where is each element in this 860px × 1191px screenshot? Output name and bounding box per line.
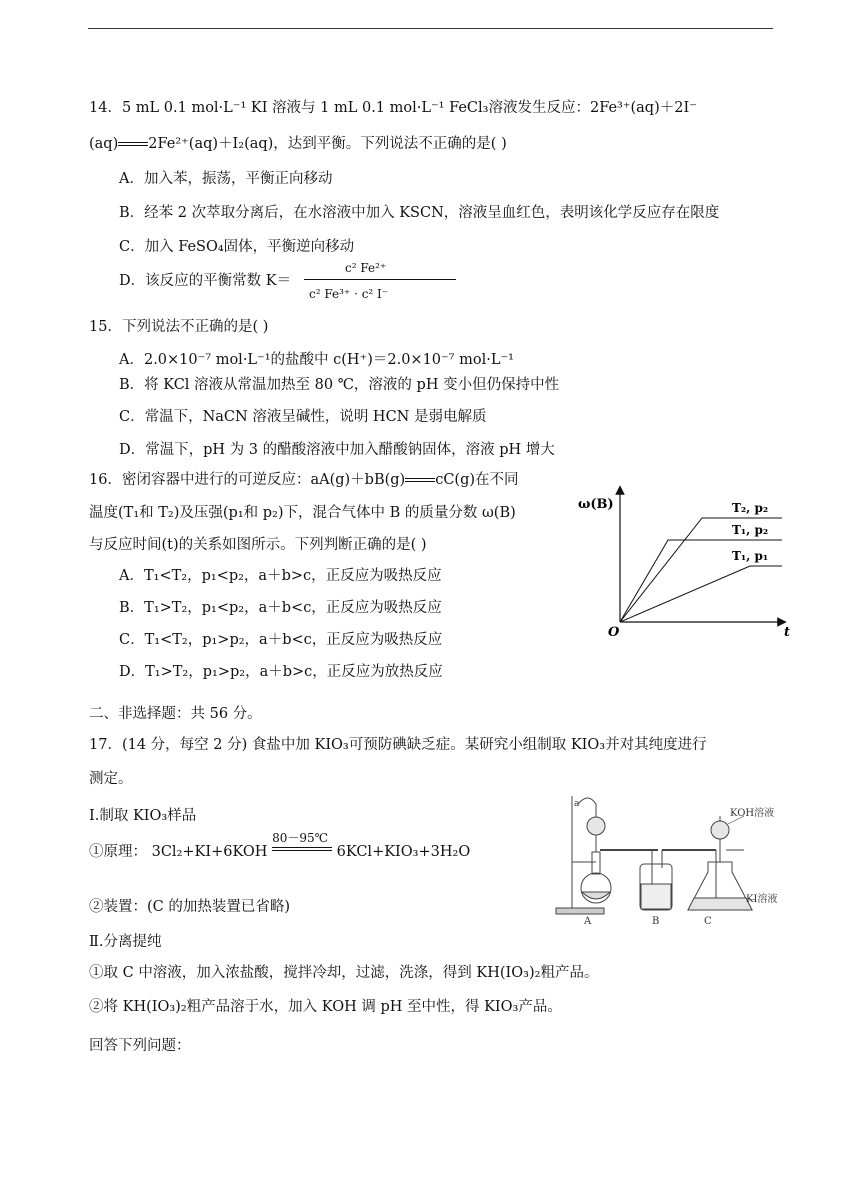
q17-apparatus: ②装置：(C 的加热装置已省略): [89, 899, 291, 915]
q14-stem-line1: 14．5 mL 0.1 mol·L⁻¹ KI 溶液与 1 mL 0.1 mol·L⁻¹ FeCl₃溶液发生反应：2Fe³⁺(aq)＋2I⁻: [89, 100, 697, 116]
q16-option-b: B．T₁>T₂，p₁<p₂，a＋b<c，正反应为吸热反应: [119, 600, 442, 616]
equilibrium-arrow-icon: [405, 475, 435, 485]
q15-option-b: B．将 KCl 溶液从常温加热至 80 ℃，溶液的 pH 变小但仍保持中性: [119, 377, 560, 393]
label-a: A: [584, 916, 592, 927]
principle-products: 6KCl+KIO₃+3H₂O: [336, 844, 471, 860]
q16-line1-start: 16．密闭容器中进行的可逆反应：aA(g)＋bB(g): [89, 472, 406, 488]
q16-stem-line3: 与反应时间(t)的关系如图所示。下列判断正确的是( ): [89, 537, 427, 553]
label-ki: KI溶液: [746, 894, 778, 905]
flask-a-neck: [592, 852, 600, 874]
principle-reactants: ①原理： 3Cl₂+KI+6KOH: [89, 844, 268, 860]
q17-stem-line2: 测定。: [89, 771, 133, 787]
graph-y-label: ω(B): [578, 497, 614, 512]
q14-option-c: C．加入 FeSO₄固体，平衡逆向移动: [119, 239, 355, 255]
q16-option-a: A．T₁<T₂，p₁<p₂，a＋b>c，正反应为吸热反应: [119, 568, 442, 584]
apparatus-figure: [548, 788, 788, 928]
q16-stem-line2: 温度(T₁和 T₂)及压强(p₁和 p₂)下，混合气体中 B 的质量分数 ω(B): [89, 505, 516, 521]
equals-line-top: [272, 847, 332, 848]
flask-c-liquid: [688, 898, 752, 910]
stand-base: [556, 908, 604, 914]
label-c: C: [704, 916, 712, 927]
section-heading: 二、非选择题：共 56 分。: [89, 706, 262, 722]
q16-stem-line1: [89, 470, 519, 490]
q15-option-a: A．2.0×10⁻⁷ mol·L⁻¹的盐酸中 c(H⁺)＝2.0×10⁻⁷ mol·L⁻¹: [119, 352, 514, 368]
q17-principle: [89, 831, 471, 862]
label-tube-a: a: [574, 799, 580, 809]
funnel-c: [711, 821, 729, 839]
curve3-label: T₁, p₁: [732, 549, 769, 563]
tube-a: [578, 798, 596, 818]
equals-line-bottom: [272, 850, 332, 851]
q14-option-d: D．该反应的平衡常数 K＝: [119, 273, 292, 289]
q17-answer-prompt: 回答下列问题：: [89, 1038, 191, 1054]
q14-option-a: A．加入苯，振荡，平衡正向移动: [119, 171, 333, 187]
curve1-label: T₂, p₂: [732, 501, 769, 515]
funnel-a: [587, 817, 605, 835]
q17-part2-heading: Ⅱ.分离提纯: [89, 934, 162, 950]
q17-step2: ②将 KH(IO₃)₂粗产品溶于水，加入 KOH 调 pH 至中性，得 KIO₃产品。: [89, 999, 562, 1015]
q15-option-d: D．常温下，pH 为 3 的醋酸溶液中加入醋酸钠固体，溶液 pH 增大: [119, 442, 555, 458]
header-rule: [88, 28, 773, 29]
q15-stem: 15．下列说法不正确的是( ): [89, 319, 269, 335]
condition-label: 80－95℃: [272, 831, 329, 845]
reaction-condition: [272, 831, 332, 862]
label-koh: KOH溶液: [730, 808, 775, 819]
graph-origin: O: [608, 625, 620, 640]
bottle-b-liquid: [641, 884, 671, 909]
q14-line2-start: (aq): [89, 136, 119, 152]
q17-step1: ①取 C 中溶液，加入浓盐酸，搅拌冷却，过滤，洗涤，得到 KH(IO₃)₂粗产品。: [89, 965, 599, 981]
q16-line1-end: cC(g)在不同: [435, 472, 519, 488]
q15-option-c: C．常温下，NaCN 溶液呈碱性，说明 HCN 是弱电解质: [119, 409, 487, 425]
q16-graph: [572, 482, 800, 642]
curve-t1-p1: [620, 566, 782, 622]
q14-option-b: B．经苯 2 次萃取分离后，在水溶液中加入 KSCN，溶液呈血红色，表明该化学反应存在限度: [119, 205, 720, 221]
label-b: B: [652, 916, 660, 927]
q14-stem-line2: [89, 134, 507, 154]
q14-line2-end: 2Fe²⁺(aq)＋I₂(aq)，达到平衡。下列说法不正确的是( ): [148, 136, 507, 152]
q14-d-fraction-bar: [304, 279, 456, 280]
curve2-label: T₁, p₂: [732, 523, 769, 537]
q17-part1-heading: Ⅰ.制取 KIO₃样品: [89, 808, 197, 824]
q16-option-d: D．T₁>T₂，p₁>p₂，a＋b>c，正反应为放热反应: [119, 664, 443, 680]
q17-stem-line1: 17．(14 分，每空 2 分) 食盐中加 KIO₃可预防碘缺乏症。某研究小组制取 KIO₃并对其纯度进行: [89, 737, 707, 753]
equilibrium-arrow-icon: [118, 139, 148, 149]
q14-d-denominator: c² Fe³⁺ · c² I⁻: [309, 287, 389, 301]
q16-option-c: C．T₁<T₂，p₁>p₂，a＋b<c，正反应为吸热反应: [119, 632, 443, 648]
flask-a-liquid: [582, 892, 610, 899]
graph-x-label: t: [784, 625, 791, 640]
q14-d-numerator: c² Fe²⁺: [345, 261, 387, 275]
